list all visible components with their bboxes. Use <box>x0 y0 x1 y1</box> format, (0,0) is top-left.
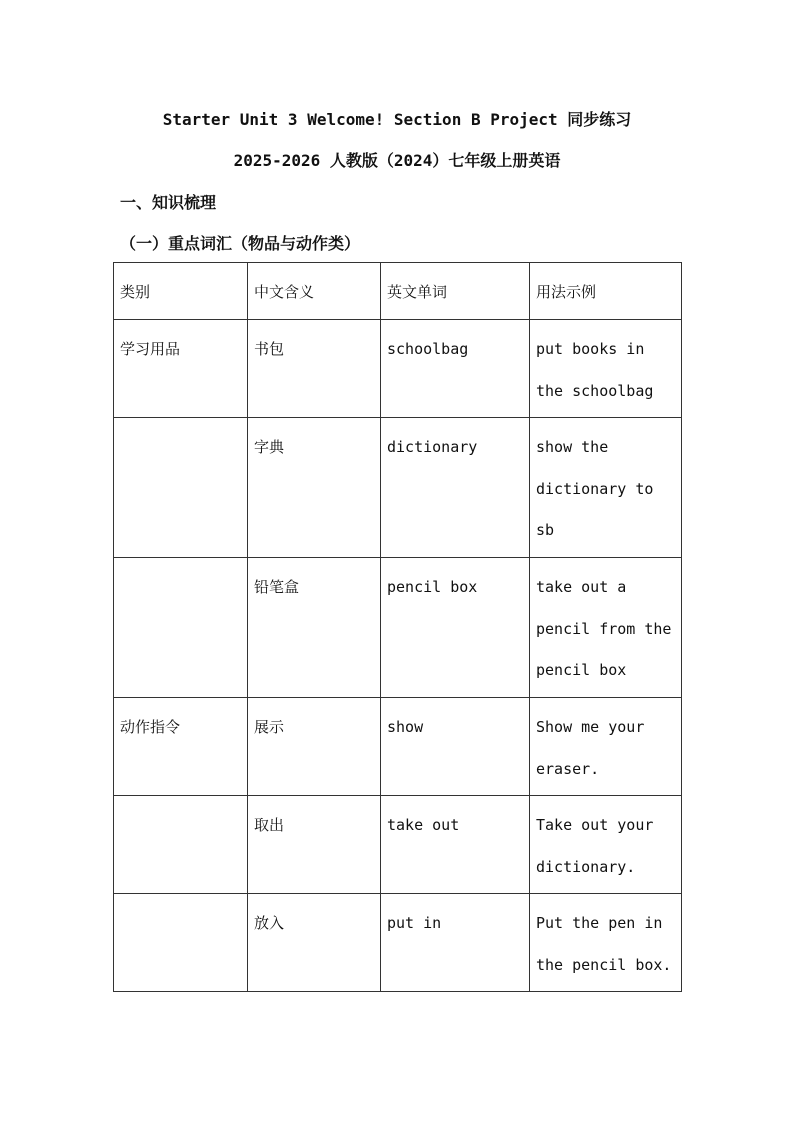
cell-example: Put the pen in the pencil box. <box>530 894 682 992</box>
cell-example: take out a pencil from the pencil box <box>530 558 682 698</box>
cell-chinese: 书包 <box>248 320 381 418</box>
table-row <box>114 894 682 992</box>
header-example: 用法示例 <box>530 263 682 320</box>
document-title: Starter Unit 3 Welcome! Section B Project 同步练习 <box>162 110 632 129</box>
cell-example: Take out your dictionary. <box>530 796 682 894</box>
header-category: 类别 <box>114 263 248 320</box>
subsection-heading: （一）重点词汇（物品与动作类） <box>120 234 361 253</box>
vocabulary-table <box>113 262 682 992</box>
document-subtitle: 2025-2026 人教版（2024）七年级上册英语 <box>233 151 561 170</box>
cell-english: take out <box>381 796 530 894</box>
cell-chinese: 铅笔盒 <box>248 558 381 698</box>
table-row <box>114 418 682 558</box>
table-row <box>114 796 682 894</box>
table-row <box>114 320 682 418</box>
cell-english: pencil box <box>381 558 530 698</box>
header-chinese: 中文含义 <box>248 263 381 320</box>
cell-english: show <box>381 698 530 796</box>
section-heading: 一、知识梳理 <box>120 193 217 212</box>
cell-example: put books in the schoolbag <box>530 320 682 418</box>
cell-chinese: 字典 <box>248 418 381 558</box>
table-row <box>114 558 682 698</box>
table-row <box>114 698 682 796</box>
cell-category <box>114 558 248 698</box>
cell-category: 动作指令 <box>114 698 248 796</box>
cell-english: schoolbag <box>381 320 530 418</box>
cell-category: 学习用品 <box>114 320 248 418</box>
cell-category <box>114 418 248 558</box>
header-english: 英文单词 <box>381 263 530 320</box>
cell-chinese: 取出 <box>248 796 381 894</box>
cell-category <box>114 796 248 894</box>
cell-chinese: 展示 <box>248 698 381 796</box>
cell-chinese: 放入 <box>248 894 381 992</box>
cell-category <box>114 894 248 992</box>
cell-english: dictionary <box>381 418 530 558</box>
cell-example: Show me your eraser. <box>530 698 682 796</box>
cell-english: put in <box>381 894 530 992</box>
cell-example: show the dictionary to sb <box>530 418 682 558</box>
table-header-row <box>114 263 682 320</box>
